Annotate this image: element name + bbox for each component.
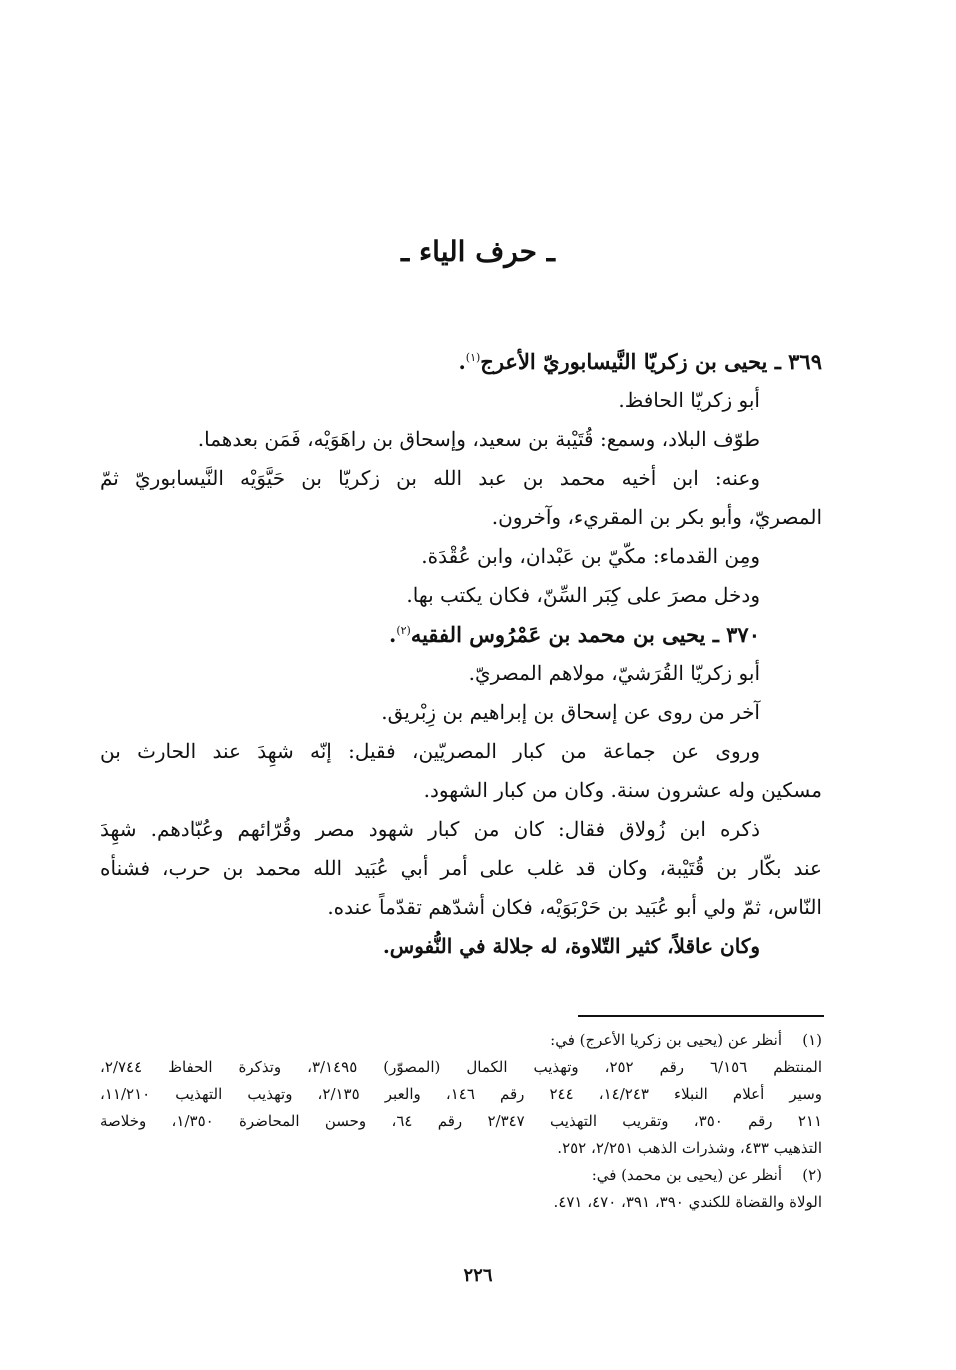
entry-line: وكان عاقلاً، كثير التّلاوة، له جلالة في النُّفوس. <box>382 934 760 958</box>
entry-line: ومِن القدماء: مكّيّ بن عَبْدان، وابن عُقْدَة. <box>421 544 760 568</box>
entry-line: أبو زكريّا الحافظ. <box>618 388 760 412</box>
entry-line: أبو زكريّا القُرَشيّ، مولاهم المصريّ. <box>468 661 760 685</box>
entry-line: مسكين وله عشرون سنة. وكان من كبار الشهود. <box>423 778 822 802</box>
entry-line: ذكره ابن زُولاق فقال: كان من كبار شهود مصر وقُرّائهم وعُبّادهم. شهِدَ <box>100 817 760 841</box>
entry-line: وعنه: ابن أخيه محمد بن عبد الله بن زكريّا بن حَيَّوَيْه النَّيسابوريّ ثمّ <box>100 466 760 490</box>
footnote-line <box>100 1162 822 1189</box>
footnote-text: أنظر عن (يحيى بن محمد) في: <box>591 1166 782 1184</box>
entry-line: آخر من روى عن إسحاق بن إبراهيم بن زِبْريق. <box>381 700 760 724</box>
entry-heading <box>100 342 822 381</box>
entry-line: النّاس، ثمّ ولي أبو عُبَيد بن حَرْبَوَيْه، فكان أشدّهم تقدّماً عنده. <box>327 895 822 919</box>
footnote-marker: (٢) <box>802 1166 822 1184</box>
entry-heading-end: . <box>389 622 397 647</box>
footnote-line: الولاة والقضاة للكندي ٣٩٠، ٣٩١، ٤٧٠، ٤٧١. <box>553 1193 822 1211</box>
footnote-line: المنتظم ٦/١٥٦ رقم ٢٥٢، وتهذيب الكمال (المصوّر) ٣/١٤٩٥، وتذكرة الحفاظ ٢/٧٤٤، <box>100 1058 822 1076</box>
entry-number: ٣٧٠ ـ <box>712 622 760 647</box>
page-number: ٢٢٦ <box>463 1265 493 1286</box>
footnote-text: أنظر عن (يحيى بن زكريا الأعرج) في: <box>550 1031 782 1049</box>
footnote-reference: (١) <box>465 351 481 364</box>
entry-line: طوّف البلاد، وسمع: قُتَيْبة بن سعيد، وإسحاق بن راهَوَيْه، فَمَن بعدهما. <box>197 427 760 451</box>
footnotes <box>100 1027 822 1216</box>
footnote-line: التذهيب ٤٣٣، وشذرات الذهب ٢/٢٥١، ٢٥٢. <box>557 1139 822 1157</box>
chapter-title: ـ حرف الياء ـ <box>401 235 555 268</box>
main-text <box>100 342 822 966</box>
entry-line: ودخل مصرَ على كِبَر السِّنّ، فكان يكتب بها. <box>406 583 760 607</box>
entry-line: عند بكّار بن قُتَيْبة، وكان قد غلب على أمر أبي عُبَيد الله محمد بن حرب، فشنأه <box>100 856 822 880</box>
footnote-line: ٢١١ رقم ٣٥٠، وتقريب التهذيب ٢/٣٤٧ رقم ٦٤، وحسن المحاضرة ١/٣٥٠، وخلاصة <box>100 1112 822 1130</box>
footnote-marker: (١) <box>802 1031 822 1049</box>
footnote-reference: (٢) <box>396 624 411 637</box>
footnote-line <box>100 1027 822 1054</box>
entry-heading <box>100 615 822 654</box>
entry-line: وروى عن جماعة من كبار المصريّين، فقيل: إنّه شهِدَ عند الحارث بن <box>100 739 760 763</box>
footnote-line: وسير أعلام النبلاء ١٤/٢٤٣، ٢٤٤ رقم ١٤٦، والعبر ٢/١٣٥، وتهذيب التهذيب ١١/٢١٠، <box>100 1085 822 1103</box>
entry-line: المصريّ، وأبو بكر بن المقريء، وآخرون. <box>491 505 822 529</box>
entry-heading-end: . <box>458 349 466 374</box>
footnote-divider <box>578 1015 824 1017</box>
entry-number: ٣٦٩ ـ <box>774 349 822 374</box>
entry-name: يحيى بن زكريّا النَّيسابوريّ الأعرج <box>480 349 768 374</box>
entry-name: يحيى بن محمد بن عَمْرُوس الفقيه <box>410 622 706 647</box>
